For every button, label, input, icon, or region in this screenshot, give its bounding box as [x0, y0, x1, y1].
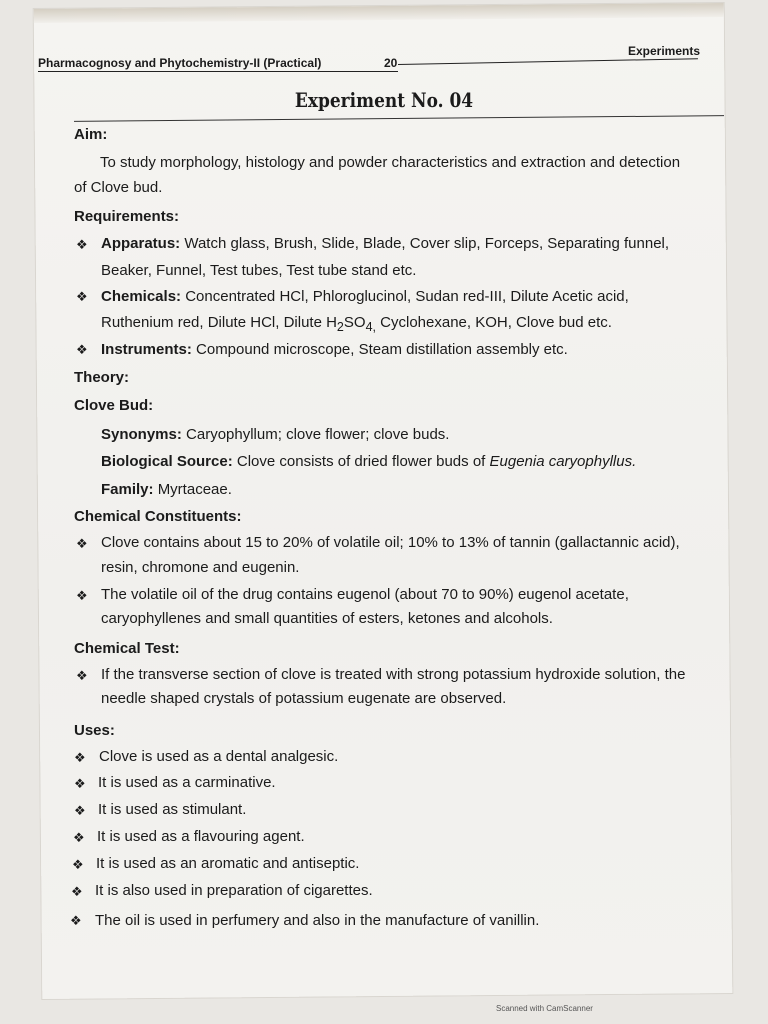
aim-text-line2: of Clove bud. [74, 179, 163, 196]
chemicals-line2-part: Cyclohexane, KOH, Clove bud etc. [376, 314, 612, 331]
chemical-test-heading: Chemical Test: [74, 640, 180, 657]
constituent-item2-line2: caryophyllenes and small quantities of esters, ketones and alcohols. [101, 610, 553, 627]
instruments-line [101, 341, 568, 358]
bullet-icon: ❖ [74, 750, 86, 765]
chemical-test-line2: needle shaped crystals of potassium eugenate are observed. [101, 690, 507, 707]
uses-item: It is used as an aromatic and antiseptic. [96, 855, 360, 872]
bullet-icon: ❖ [76, 237, 88, 252]
book-title: Pharmacognosy and Phytochemistry-II (Practical) [38, 56, 322, 70]
apparatus-label: Apparatus: [101, 235, 181, 252]
uses-item: The oil is used in perfumery and also in the manufacture of vanillin. [95, 912, 540, 929]
header-rule [38, 71, 398, 72]
bullet-icon: ❖ [76, 668, 88, 683]
clove-bud-heading: Clove Bud: [74, 397, 154, 414]
family-line [101, 481, 232, 498]
bullet-icon: ❖ [70, 913, 82, 928]
requirements-heading: Requirements: [74, 208, 180, 225]
bullet-icon: ❖ [76, 289, 88, 304]
family-label: Family: [101, 481, 154, 498]
uses-heading: Uses: [74, 722, 115, 739]
uses-item: It is used as a flavouring agent. [97, 828, 305, 845]
aim-text-line1: To study morphology, histology and powder characteristics and extraction and detection [100, 154, 681, 171]
biological-source-text: Clove consists of dried flower buds of [236, 453, 490, 470]
scanner-watermark: Scanned with CamScanner [496, 1004, 593, 1013]
apparatus-text: Watch glass, Brush, Slide, Blade, Cover slip, Forceps, Separating funnel, [184, 235, 670, 252]
chemicals-line1 [101, 288, 629, 305]
chemical-constituents-heading: Chemical Constituents: [74, 508, 242, 525]
chemicals-text: Concentrated HCl, Phloroglucinol, Sudan red-III, Dilute Acetic acid, [185, 288, 629, 305]
subscript: 4, [365, 320, 376, 334]
document-page [34, 3, 733, 999]
synonyms-line [101, 426, 449, 443]
family-text: Myrtaceae. [157, 481, 232, 498]
bullet-icon: ❖ [72, 857, 84, 872]
bullet-icon: ❖ [74, 803, 86, 818]
synonyms-text: Caryophyllum; clove flower; clove buds. [186, 426, 450, 443]
aim-heading: Aim: [74, 126, 108, 143]
constituent-item1-line2: resin, chromone and eugenin. [101, 559, 300, 576]
constituent-item1-line1: Clove contains about 15 to 20% of volatile oil; 10% to 13% of tannin (gallactannic acid), [101, 534, 680, 551]
chemicals-line2 [101, 314, 612, 334]
chemicals-line2-part: SO [343, 314, 366, 331]
subscript: 2 [336, 320, 344, 334]
page-number: 20 [384, 56, 398, 70]
instruments-label: Instruments: [101, 341, 192, 358]
bullet-icon: ❖ [71, 884, 83, 899]
chemical-test-line1: If the transverse section of clove is treated with strong potassium hydroxide solution, the [101, 666, 686, 683]
synonyms-label: Synonyms: [101, 426, 182, 443]
chemicals-label: Chemicals: [101, 288, 182, 305]
uses-item: Clove is used as a dental analgesic. [99, 748, 339, 765]
page-top-edge [34, 3, 724, 23]
apparatus-line1 [101, 235, 669, 252]
experiment-title: Experiment No. 04 [294, 88, 474, 112]
apparatus-line2: Beaker, Funnel, Test tubes, Test tube stand etc. [101, 262, 417, 279]
biological-source-line [101, 453, 636, 470]
bullet-icon: ❖ [76, 342, 88, 357]
uses-item: It is also used in preparation of cigarettes. [95, 882, 373, 899]
biological-source-label: Biological Source: [101, 453, 233, 470]
bullet-icon: ❖ [76, 588, 88, 603]
bullet-icon: ❖ [74, 776, 86, 791]
bullet-icon: ❖ [76, 536, 88, 551]
species-name: Eugenia caryophyllus. [489, 453, 637, 470]
constituent-item2-line1: The volatile oil of the drug contains eugenol (about 70 to 90%) eugenol acetate, [101, 586, 629, 603]
uses-item: It is used as a carminative. [98, 774, 276, 791]
chemicals-line2-part: Ruthenium red, Dilute HCl, Dilute H [101, 314, 337, 331]
bullet-icon: ❖ [73, 830, 85, 845]
theory-heading: Theory: [74, 369, 130, 386]
uses-item: It is used as stimulant. [98, 801, 247, 818]
instruments-text: Compound microscope, Steam distillation assembly etc. [196, 341, 568, 358]
running-head: Experiments [627, 44, 700, 58]
